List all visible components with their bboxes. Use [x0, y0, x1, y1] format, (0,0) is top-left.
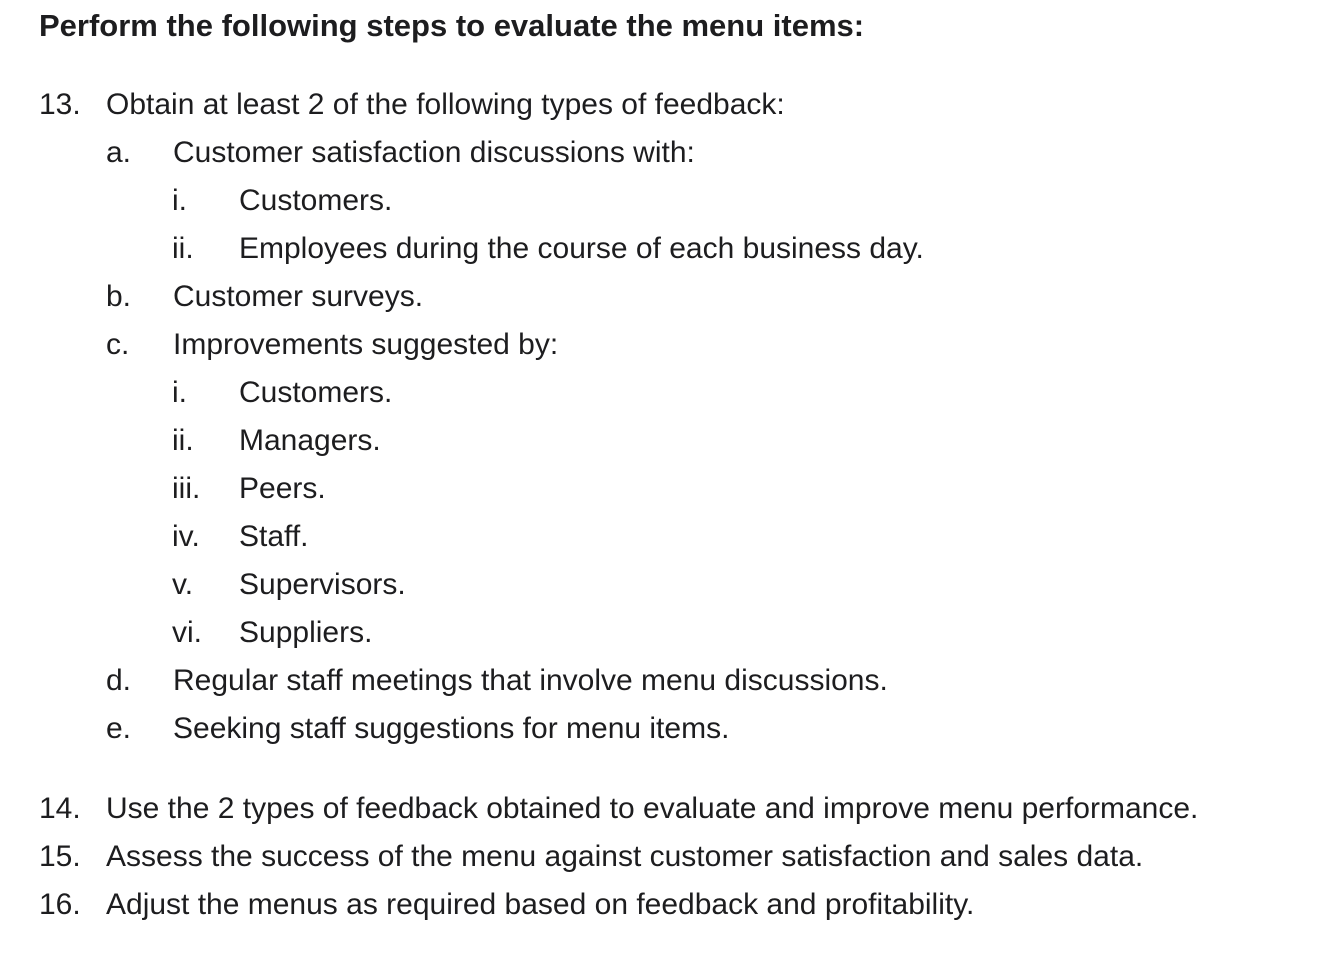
- step-text: Adjust the menus as required based on feedback and profitability.: [106, 888, 975, 921]
- step-number: 13.: [39, 88, 81, 121]
- sub-sub-item-text: Employees during the course of each business day.: [239, 232, 924, 265]
- sub-item-letter: a.: [106, 136, 132, 169]
- roman-numeral: vi.: [172, 616, 202, 649]
- roman-numeral: i.: [172, 184, 187, 217]
- step-number: 16.: [39, 888, 81, 921]
- step-text: Use the 2 types of feedback obtained to evaluate and improve menu performance.: [106, 792, 1199, 825]
- step-number: 14.: [39, 792, 81, 825]
- sub-sub-item-text: Supervisors.: [239, 568, 406, 601]
- sub-item-text: Seeking staff suggestions for menu items.: [173, 712, 730, 745]
- sub-sub-item-text: Staff.: [239, 520, 309, 553]
- sub-sub-item-text: Managers.: [239, 424, 381, 457]
- sub-item-text: Improvements suggested by:: [173, 328, 559, 361]
- sub-item-text: Customer surveys.: [173, 280, 424, 313]
- roman-numeral: v.: [172, 568, 194, 601]
- sub-sub-item-text: Customers.: [239, 184, 393, 217]
- step-text: Obtain at least 2 of the following types of feedback:: [106, 88, 785, 121]
- sub-item-text: Regular staff meetings that involve menu discussions.: [173, 664, 888, 697]
- sub-sub-item-text: Suppliers.: [239, 616, 373, 649]
- step-number: 15.: [39, 840, 81, 873]
- roman-numeral: ii.: [172, 424, 194, 457]
- sub-item-letter: d.: [106, 664, 132, 697]
- sub-item-text: Customer satisfaction discussions with:: [173, 136, 695, 169]
- section-heading: Perform the following steps to evaluate the menu items:: [39, 8, 865, 43]
- sub-sub-item-text: Customers.: [239, 376, 393, 409]
- sub-item-letter: e.: [106, 712, 132, 745]
- roman-numeral: iii.: [172, 472, 201, 505]
- roman-numeral: ii.: [172, 232, 194, 265]
- roman-numeral: iv.: [172, 520, 200, 553]
- sub-item-letter: b.: [106, 280, 132, 313]
- sub-sub-item-text: Peers.: [239, 472, 326, 505]
- sub-item-letter: c.: [106, 328, 130, 361]
- roman-numeral: i.: [172, 376, 187, 409]
- step-text: Assess the success of the menu against customer satisfaction and sales data.: [106, 840, 1144, 873]
